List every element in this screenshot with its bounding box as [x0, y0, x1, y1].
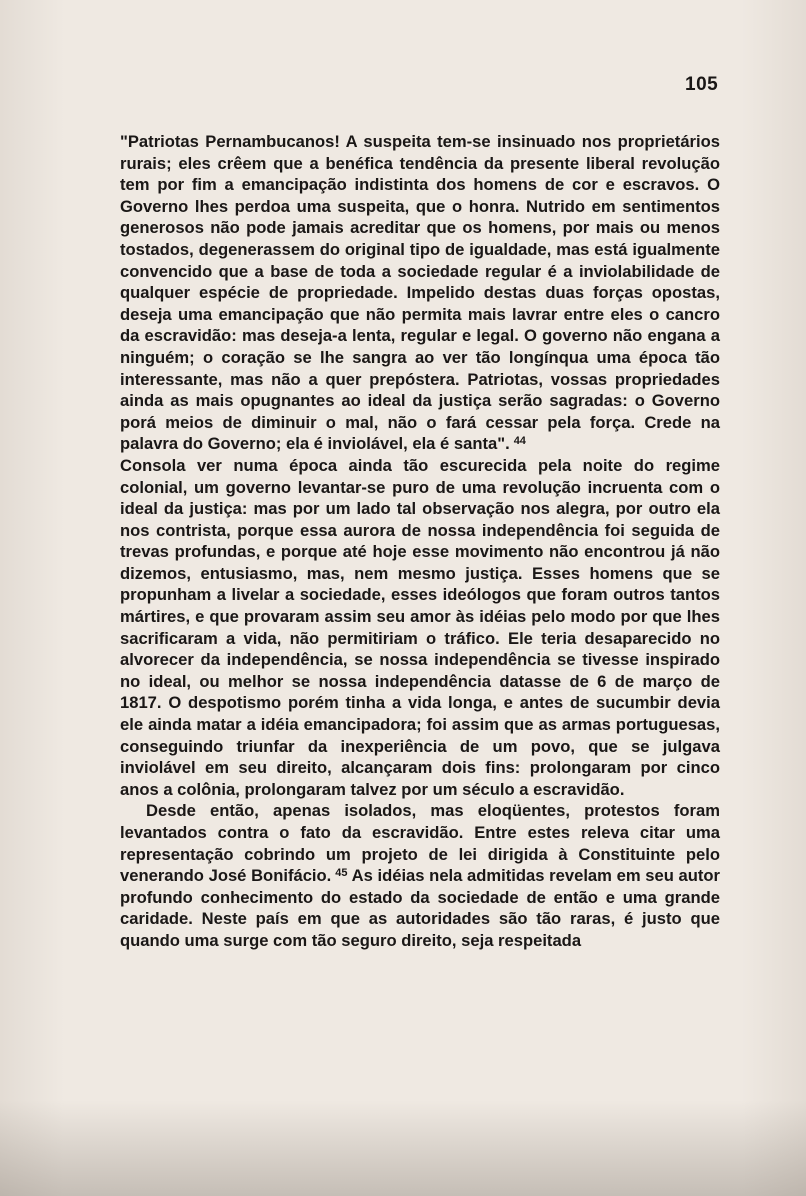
- block-quote: [120, 131, 720, 455]
- page-number: 105: [685, 74, 719, 95]
- paragraph-2: [120, 800, 720, 951]
- footnote-ref-44: 44: [513, 435, 526, 448]
- paragraph-2-before: Desde então, apenas isolados, mas eloqüentes, protestos foram levantados contra o fato da escravidão. Entre estes releva citar uma representação cobrindo um projeto de lei dirigida à Constituinte pelo venerando José Bonifácio.: [120, 801, 720, 886]
- paragraph-2-after: As idéias nela admitidas revelam em seu autor profundo conhecimento do estado da sociedade de então e uma grande caridade. Neste país em que as autoridades são tão raras, é justo que quando uma surge com tão seguro direito, seja respeitada: [120, 866, 720, 950]
- paragraph-1: Consola ver numa época ainda tão escurecida pela noite do regime colonial, um governo levantar-se puro de uma revolução incruenta com o ideal da justiça: mas por um lado tal observação nos alegra, por outro ela nos contrista, porque essa aurora de nossa independência foi seguida de trevas profundas, e porque até hoje esse movimento não encontrou já não dizemos, entusiasmo, mas, nem mesmo justiça. Esses homens que se propunham a livelar a sociedade, esses ideólogos que foram outros tantos mártires, e que provaram assim seu amor às idéias pelo modo por que lhes sacrificaram a vida, não permitiriam o tráfico. Ele teria desaparecido no alvorecer da independência, se nossa independência se tivesse inspirado no ideal, ou melhor se nossa independência datasse de 6 de março de 1817. O despotismo porém tinha a vida longa, e antes de sucumbir devia ele ainda matar a idéia emancipadora; foi assim que as armas portuguesas, conseguindo triunfar da inexperiência de um povo, que se julgava inviolável em seu direito, alcançaram dois fins: prolongaram por cinco anos a colônia, prolongaram talvez por um século a escravidão.: [120, 455, 720, 799]
- body-text: [120, 131, 720, 952]
- quote-text: "Patriotas Pernambucanos! A suspeita tem-se insinuado nos proprietários rurais; eles crêem que a benéfica tendência da presente liberal revolução tem por fim a emancipação indistinta dos homens de cor e escravos. O Governo lhes perdoa uma suspeita, que o honra. Nutrido em sentimentos generosos não pode jamais acreditar que os homens, por mais ou menos tostados, degenerassem do original tipo de igualdade, mas está igualmente convencido que a base de toda a sociedade regular é a inviolabilidade de qualquer espécie de propriedade. Impelido destas duas forças opostas, deseja uma emancipação que não permita mais lavrar entre eles o cancro da escravidão: mas deseja-a lenta, regular e legal. O governo não engana a ninguém; o coração se lhe sangra ao ver tão longínqua uma época tão interessante, mas não a quer prepóstera. Patriotas, vossas propriedades ainda as mais opugnantes ao ideal da justiça serão sagradas: o Governo porá meios de diminuir o mal, não o fará cessar pela força. Crede na palavra do Governo; ela é inviolável, ela é santa".: [120, 132, 720, 454]
- footnote-ref-45: 45: [335, 867, 348, 880]
